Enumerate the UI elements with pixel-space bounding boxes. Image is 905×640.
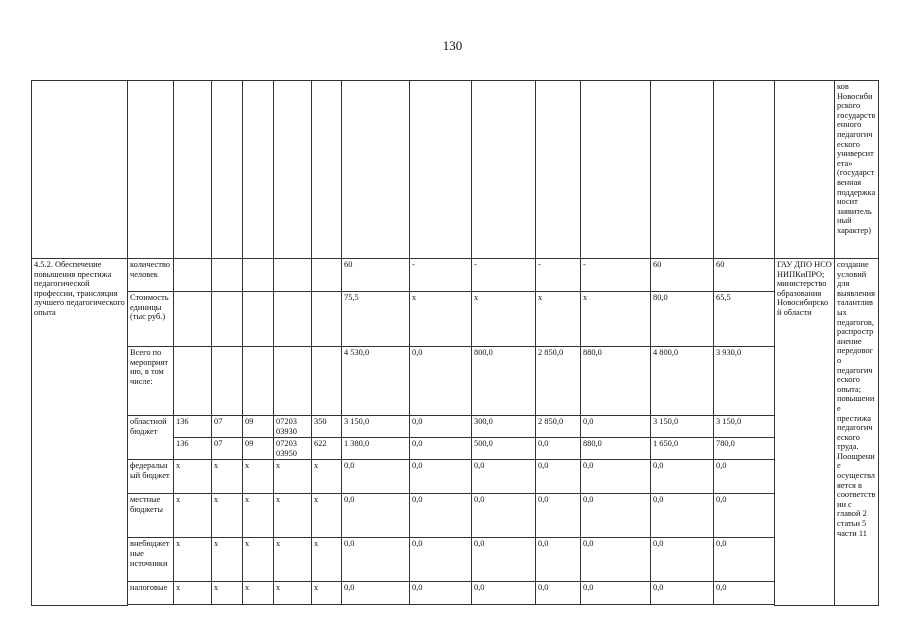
value-cell: - (581, 259, 651, 292)
value-cell: 300,0 (472, 416, 536, 438)
value-cell: 4 530,0 (342, 347, 410, 416)
value-cell: 0,0 (472, 494, 536, 538)
code-vr: 622 (312, 438, 342, 460)
cell-empty (472, 81, 536, 259)
value-cell: 0,0 (342, 494, 410, 538)
row-quantity (32, 259, 879, 292)
code-vr: х (312, 582, 342, 605)
value-cell: 0,0 (536, 538, 581, 582)
row-total (32, 347, 879, 416)
program-measures-table (31, 80, 879, 606)
code-pr: х (243, 582, 274, 605)
row-extrabudgetary (32, 538, 879, 582)
cell-empty (212, 81, 243, 259)
cell-empty (212, 605, 243, 606)
value-cell: х (472, 292, 536, 347)
page-number: 130 (442, 38, 463, 53)
cell-empty (312, 81, 342, 259)
value-cell: 0,0 (581, 494, 651, 538)
cell-empty (714, 81, 775, 259)
code-rz (212, 292, 243, 347)
value-cell: 0,0 (410, 460, 472, 494)
row-tax (32, 582, 879, 605)
code-csr: х (274, 538, 312, 582)
code-csr: 07203 03950 (274, 438, 312, 460)
code-rz: 07 (212, 416, 243, 438)
value-cell: 0,0 (714, 538, 775, 582)
value-cell: 0,0 (714, 582, 775, 605)
cell-empty (32, 81, 128, 259)
cell-empty (128, 605, 174, 606)
value-cell: 0,0 (472, 582, 536, 605)
code-csr (274, 347, 312, 416)
code-csr (274, 292, 312, 347)
continuation-row (32, 81, 879, 259)
code-csr: 07203 03930 (274, 416, 312, 438)
cell-empty (342, 605, 410, 606)
code-rz: х (212, 582, 243, 605)
code-rz: х (212, 494, 243, 538)
value-cell: 3 930,0 (714, 347, 775, 416)
cell-empty (714, 605, 775, 606)
code-gr (174, 292, 212, 347)
value-cell: 0,0 (651, 494, 714, 538)
value-cell: х (410, 292, 472, 347)
code-csr: х (274, 494, 312, 538)
row-regional-budget-1 (32, 416, 879, 438)
cell-empty (342, 81, 410, 259)
value-cell: х (536, 292, 581, 347)
value-cell: 880,0 (581, 347, 651, 416)
value-cell: 4 800,0 (651, 347, 714, 416)
value-cell: 0,0 (651, 460, 714, 494)
value-cell: 0,0 (581, 416, 651, 438)
code-gr (174, 347, 212, 416)
value-cell: 2 850,0 (536, 416, 581, 438)
expected-result: создание условий для выявления талантливых педагогов, распространение передового педагогического опыта; повышение престижа педагогического труда. Поощрение осуществляется в соответствии с главой 2 статьи 5 части 11 (835, 259, 879, 606)
value-cell: 60 (651, 259, 714, 292)
code-pr: 09 (243, 438, 274, 460)
value-cell: 65,5 (714, 292, 775, 347)
value-cell: 80,0 (651, 292, 714, 347)
value-cell: 0,0 (536, 494, 581, 538)
value-cell: 60 (714, 259, 775, 292)
cell-empty (174, 81, 212, 259)
cell-empty (536, 605, 581, 606)
code-rz: х (212, 460, 243, 494)
value-cell: 1 650,0 (651, 438, 714, 460)
value-cell: 0,0 (536, 460, 581, 494)
value-cell: 0,0 (410, 347, 472, 416)
code-csr: х (274, 582, 312, 605)
measure-title: 4.5.2. Обеспечение повышения престижа педагогической профессии, трансляция лучшего педагогического опыта (32, 259, 128, 606)
row-name: внебюджетные источники (128, 538, 174, 582)
value-cell: х (581, 292, 651, 347)
value-cell: 0,0 (714, 494, 775, 538)
code-gr: х (174, 538, 212, 582)
value-cell: 0,0 (342, 582, 410, 605)
code-pr: х (243, 494, 274, 538)
code-pr: 09 (243, 416, 274, 438)
code-rz (212, 347, 243, 416)
value-cell: 0,0 (410, 416, 472, 438)
code-pr (243, 292, 274, 347)
cell-empty (312, 605, 342, 606)
value-cell: 0,0 (714, 460, 775, 494)
cell-empty (274, 605, 312, 606)
code-csr (274, 259, 312, 292)
row-filler (32, 605, 879, 606)
value-cell: - (472, 259, 536, 292)
row-name: федеральный бюджет (128, 460, 174, 494)
code-rz: 07 (212, 438, 243, 460)
code-gr: 136 (174, 416, 212, 438)
cell-empty (651, 605, 714, 606)
cell-empty (410, 81, 472, 259)
continuation-note: ков Новосибирского государственного педагогического университета» (государственная поддержка носит заявительный характер) (835, 81, 879, 259)
cell-empty (472, 605, 536, 606)
value-cell: - (536, 259, 581, 292)
code-vr (312, 259, 342, 292)
code-vr: х (312, 538, 342, 582)
value-cell: 0,0 (342, 538, 410, 582)
code-pr: х (243, 460, 274, 494)
row-federal-budget (32, 460, 879, 494)
value-cell: 0,0 (651, 582, 714, 605)
row-local-budgets (32, 494, 879, 538)
code-vr (312, 292, 342, 347)
code-gr: 136 (174, 438, 212, 460)
code-vr: х (312, 494, 342, 538)
code-vr: 350 (312, 416, 342, 438)
cell-empty (536, 81, 581, 259)
code-rz: х (212, 538, 243, 582)
code-pr: х (243, 538, 274, 582)
value-cell: 60 (342, 259, 410, 292)
cell-empty (581, 605, 651, 606)
executor: ГАУ ДПО НСО НИПКиПРО; министерство образования Новосибирской области (775, 259, 835, 606)
value-cell: 75,5 (342, 292, 410, 347)
code-gr (174, 259, 212, 292)
cell-empty (581, 81, 651, 259)
value-cell: 0,0 (536, 582, 581, 605)
value-cell: 0,0 (536, 438, 581, 460)
value-cell: - (410, 259, 472, 292)
value-cell: 0,0 (581, 460, 651, 494)
value-cell: 2 850,0 (536, 347, 581, 416)
code-vr: х (312, 460, 342, 494)
row-name: налоговые (128, 582, 174, 605)
cell-empty (243, 81, 274, 259)
value-cell: 780,0 (714, 438, 775, 460)
value-cell: 0,0 (472, 538, 536, 582)
cell-empty (274, 81, 312, 259)
code-vr (312, 347, 342, 416)
cell-empty (128, 81, 174, 259)
cell-empty (651, 81, 714, 259)
value-cell: 0,0 (651, 538, 714, 582)
cell-empty (174, 605, 212, 606)
value-cell: 3 150,0 (714, 416, 775, 438)
value-cell: 1 380,0 (342, 438, 410, 460)
row-name: количество человек (128, 259, 174, 292)
code-pr (243, 347, 274, 416)
code-pr (243, 259, 274, 292)
value-cell: 0,0 (410, 538, 472, 582)
value-cell: 3 150,0 (342, 416, 410, 438)
cell-empty (410, 605, 472, 606)
code-rz (212, 259, 243, 292)
row-name: Стоимость единицы (тыс руб.) (128, 292, 174, 347)
row-name: местные бюджеты (128, 494, 174, 538)
value-cell: 0,0 (410, 494, 472, 538)
value-cell: 0,0 (410, 582, 472, 605)
value-cell: 800,0 (472, 347, 536, 416)
value-cell: 0,0 (342, 460, 410, 494)
code-csr: х (274, 460, 312, 494)
value-cell: 0,0 (581, 582, 651, 605)
row-name: областной бюджет (128, 416, 174, 460)
code-gr: х (174, 494, 212, 538)
value-cell: 880,0 (581, 438, 651, 460)
cell-empty (243, 605, 274, 606)
value-cell: 500,0 (472, 438, 536, 460)
value-cell: 0,0 (410, 438, 472, 460)
value-cell: 0,0 (581, 538, 651, 582)
code-gr: х (174, 460, 212, 494)
cell-empty (775, 81, 835, 259)
value-cell: 0,0 (472, 460, 536, 494)
row-name: Всего по мероприятию, в том числе: (128, 347, 174, 416)
row-unit-cost (32, 292, 879, 347)
value-cell: 3 150,0 (651, 416, 714, 438)
code-gr: х (174, 582, 212, 605)
